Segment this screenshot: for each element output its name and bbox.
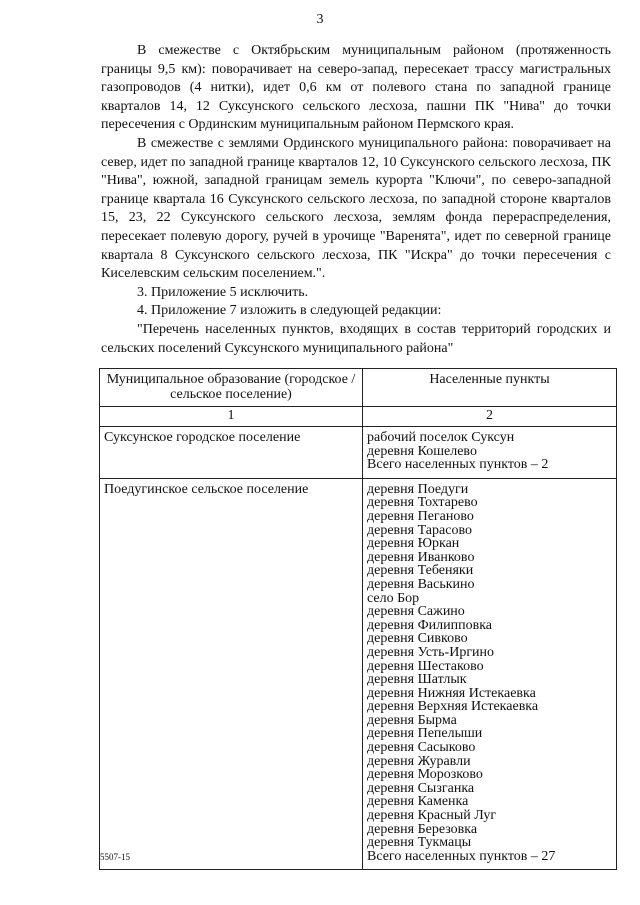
settlement-item: деревня Шатлык: [367, 672, 467, 688]
settlement-item: деревня Тохтарево: [367, 495, 478, 511]
settlement-item: деревня Филипповка: [367, 617, 493, 633]
table-header-row: [100, 369, 617, 407]
settlements-cell: [363, 478, 617, 870]
settlement-item: деревня Тукмацы: [367, 835, 472, 851]
table-row: [100, 478, 617, 870]
settlement-item: деревня Сызганка: [367, 780, 475, 796]
settlement-item: деревня Каменка: [367, 794, 469, 810]
settlement-item: деревня Пепелыши: [367, 726, 483, 742]
paragraph-list-title: "Перечень населенных пунктов, входящих в состав территорий городских и сельских поселений Суксунского муниципального района": [101, 321, 611, 356]
table-row: [100, 427, 617, 479]
settlement-item: Всего населенных пунктов – 27: [367, 848, 556, 864]
settlement-item: деревня Юркан: [367, 536, 460, 552]
municipality-cell: Суксунское городское поселение: [100, 427, 363, 479]
settlements-cell: [363, 427, 617, 479]
settlement-item: деревня Бырма: [367, 712, 457, 728]
body-text: [101, 42, 611, 358]
settlement-item: Всего населенных пунктов – 2: [367, 457, 549, 473]
page-number: 3: [316, 12, 324, 27]
settlement-item: деревня Тебеняки: [367, 563, 474, 579]
column-number-1: 1: [100, 407, 363, 427]
table-number-row: [100, 407, 617, 427]
header-settlements: Населенные пункты: [363, 369, 617, 407]
settlement-item: деревня Васькино: [367, 576, 475, 592]
settlement-item: деревня Пеганово: [367, 508, 474, 524]
table-body: [100, 427, 617, 870]
municipality-cell: Поедугинское сельское поселение: [100, 478, 363, 870]
paragraph-ordinsky-border: В смежестве с землями Ординского муниципального района: поворачивает на север, идет по западной границе кварталов 12, 10 Суксунского сельского лесхоза, ПК "Нива", южной, западной границам земель курорта "Ключи", по северо-западной границе квартала 16 Суксунского сельского лесхоза, по западной стороне кварталов 15, 23, 22 Суксунского сельского лесхоза, землям фонда перераспределения, пересекает полевую дорогу, ручей в урочище "Варенята", идет по северной границе квартала 8 Суксунского сельского лесхоза, ПК "Искра" до точки пересечения с Киселевским сельским поселением.".: [101, 135, 611, 282]
settlement-item: деревня Верхняя Истекаевка: [367, 699, 539, 715]
settlement-item: деревня Сасыково: [367, 740, 476, 756]
settlement-item: деревня Журавли: [367, 753, 471, 769]
paragraph-item-4: 4. Приложение 7 изложить в следующей редакции:: [137, 303, 442, 319]
header-municipality: Муниципальное образование (городское / сельское поселение): [100, 369, 363, 407]
document-code: 5507-15: [100, 852, 130, 862]
settlement-item: рабочий поселок Суксун: [367, 430, 515, 445]
paragraph-item-3: 3. Приложение 5 исключить.: [137, 284, 309, 300]
settlement-item: деревня Березовка: [367, 821, 478, 837]
settlement-item: деревня Шестаково: [367, 658, 484, 674]
settlement-item: деревня Иванково: [367, 549, 475, 565]
settlement-item: деревня Кошелево: [367, 443, 477, 459]
settlement-item: деревня Сажино: [367, 604, 465, 620]
settlement-item: деревня Морозково: [367, 767, 483, 783]
column-number-2: 2: [363, 407, 617, 427]
settlement-item: деревня Нижняя Истекаевка: [367, 685, 536, 701]
settlement-item: деревня Тарасово: [367, 522, 472, 538]
settlement-item: деревня Красный Луг: [367, 808, 497, 824]
settlement-item: деревня Поедуги: [367, 481, 469, 497]
settlement-item: деревня Усть-Иргино: [367, 644, 495, 660]
settlement-item: село Бор: [367, 590, 420, 606]
paragraph-oktyabrsky-border: В смежестве с Октябрьским муниципальным районом (протяженность границы 9,5 км): поворачивает на северо-запад, пересекает трассу магистральных газопроводов (4 нитки), идет 0,6 км от полевого стана по западной границе кварталов 14, 12 Суксунского сельского лесхоза, пашни ПК "Нива" до точки пересечения с Ординским муниципальным районом Пермского края.: [101, 43, 611, 133]
settlements-table: [99, 368, 617, 870]
settlement-item: деревня Сивково: [367, 631, 468, 647]
